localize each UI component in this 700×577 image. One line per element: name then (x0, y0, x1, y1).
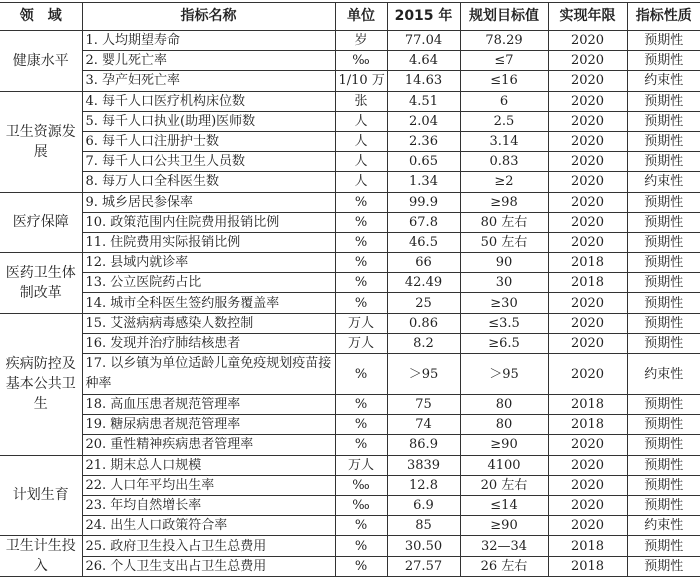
indicator-name-cell: 11. 住院费用实际报销比例 (82, 232, 335, 252)
table-row (0, 51, 700, 71)
domain-cell: 健康水平 (0, 31, 82, 92)
header-target: 规划目标值 (460, 3, 548, 31)
indicator-name-cell: 10. 政策范围内住院费用报销比例 (82, 212, 335, 232)
value-2015-cell: 85 (387, 516, 460, 536)
unit-cell: % (335, 253, 387, 273)
deadline-cell: 2020 (548, 313, 627, 333)
deadline-cell: 2018 (548, 273, 627, 293)
unit-cell: % (335, 192, 387, 212)
nature-cell: 预期性 (627, 313, 700, 333)
table-row (0, 71, 700, 91)
nature-cell: 预期性 (627, 152, 700, 172)
header-unit: 单位 (335, 3, 387, 31)
deadline-cell: 2020 (548, 31, 627, 51)
deadline-cell: 2020 (548, 495, 627, 515)
indicator-name-cell: 12. 县域内就诊率 (82, 253, 335, 273)
nature-cell: 预期性 (627, 435, 700, 455)
deadline-cell: 2020 (548, 333, 627, 353)
value-2015-cell: ＞95 (387, 354, 460, 395)
deadline-cell: 2020 (548, 455, 627, 475)
table-row (0, 152, 700, 172)
nature-cell: 预期性 (627, 192, 700, 212)
unit-cell: % (335, 516, 387, 536)
nature-cell: 预期性 (627, 131, 700, 151)
deadline-cell: 2018 (548, 415, 627, 435)
unit-cell: 人 (335, 152, 387, 172)
unit-cell: % (335, 556, 387, 577)
target-value-cell: 30 (460, 273, 548, 293)
header-domain: 领 域 (0, 3, 82, 31)
indicator-name-cell: 23. 年均自然增长率 (82, 495, 335, 515)
value-2015-cell: 4.51 (387, 91, 460, 111)
unit-cell: % (335, 354, 387, 395)
value-2015-cell: 74 (387, 415, 460, 435)
table-row (0, 293, 700, 313)
value-2015-cell: 0.86 (387, 313, 460, 333)
nature-cell: 预期性 (627, 475, 700, 495)
header-2015: 2015 年 (387, 3, 460, 31)
table-row (0, 172, 700, 192)
unit-cell: % (335, 273, 387, 293)
deadline-cell: 2020 (548, 51, 627, 71)
indicator-name-cell: 14. 城市全科医生签约服务覆盖率 (82, 293, 335, 313)
table-row (0, 516, 700, 536)
nature-cell: 约束性 (627, 516, 700, 536)
indicator-name-cell: 2. 婴儿死亡率 (82, 51, 335, 71)
table-row (0, 313, 700, 333)
table-row (0, 556, 700, 577)
indicator-name-cell: 24. 出生人口政策符合率 (82, 516, 335, 536)
indicator-name-cell: 18. 高血压患者规范管理率 (82, 395, 335, 415)
domain-cell: 疾病防控及基本公共卫生 (0, 313, 82, 455)
header-deadline: 实现年限 (548, 3, 627, 31)
indicator-name-cell: 21. 期末总人口规模 (82, 455, 335, 475)
target-value-cell: ≥90 (460, 435, 548, 455)
table-row (0, 435, 700, 455)
nature-cell: 预期性 (627, 51, 700, 71)
unit-cell: % (335, 212, 387, 232)
nature-cell: 预期性 (627, 495, 700, 515)
target-value-cell: 0.83 (460, 152, 548, 172)
unit-cell: ‰ (335, 495, 387, 515)
nature-cell: 约束性 (627, 71, 700, 91)
value-2015-cell: 6.9 (387, 495, 460, 515)
deadline-cell: 2018 (548, 395, 627, 415)
table-row (0, 212, 700, 232)
nature-cell: 预期性 (627, 455, 700, 475)
table-body (0, 31, 700, 577)
target-value-cell: 2.5 (460, 111, 548, 131)
nature-cell: 预期性 (627, 111, 700, 131)
deadline-cell: 2018 (548, 556, 627, 577)
domain-cell: 卫生资源发展 (0, 91, 82, 192)
table-row (0, 415, 700, 435)
value-2015-cell: 99.9 (387, 192, 460, 212)
target-value-cell: 80 (460, 415, 548, 435)
indicator-name-cell: 15. 艾滋病病毒感染人数控制 (82, 313, 335, 333)
target-value-cell: ≤7 (460, 51, 548, 71)
table-row (0, 192, 700, 212)
table-row (0, 131, 700, 151)
indicator-name-cell: 20. 重性精神疾病患者管理率 (82, 435, 335, 455)
unit-cell: 1/10 万 (335, 71, 387, 91)
value-2015-cell: 2.04 (387, 111, 460, 131)
deadline-cell: 2020 (548, 111, 627, 131)
value-2015-cell: 30.50 (387, 536, 460, 557)
unit-cell: % (335, 435, 387, 455)
value-2015-cell: 12.8 (387, 475, 460, 495)
indicator-name-cell: 26. 个人卫生支出占卫生总费用 (82, 556, 335, 577)
value-2015-cell: 77.04 (387, 31, 460, 51)
table-row (0, 354, 700, 395)
deadline-cell: 2020 (548, 192, 627, 212)
target-value-cell: ≥98 (460, 192, 548, 212)
value-2015-cell: 66 (387, 253, 460, 273)
deadline-cell: 2020 (548, 435, 627, 455)
unit-cell: 万人 (335, 333, 387, 353)
target-value-cell: ≤3.5 (460, 313, 548, 333)
nature-cell: 预期性 (627, 91, 700, 111)
nature-cell: 预期性 (627, 556, 700, 577)
target-value-cell: ≥30 (460, 293, 548, 313)
unit-cell: % (335, 536, 387, 557)
target-value-cell: 78.29 (460, 31, 548, 51)
nature-cell: 预期性 (627, 395, 700, 415)
unit-cell: % (335, 293, 387, 313)
indicator-name-cell: 25. 政府卫生投入占卫生总费用 (82, 536, 335, 557)
target-value-cell: 80 左右 (460, 212, 548, 232)
target-value-cell: 50 左右 (460, 232, 548, 252)
indicator-name-cell: 3. 孕产妇死亡率 (82, 71, 335, 91)
target-value-cell: ≤16 (460, 71, 548, 91)
value-2015-cell: 2.36 (387, 131, 460, 151)
unit-cell: ‰ (335, 475, 387, 495)
nature-cell: 约束性 (627, 354, 700, 395)
unit-cell: % (335, 415, 387, 435)
nature-cell: 预期性 (627, 536, 700, 557)
table-row (0, 232, 700, 252)
table-row (0, 273, 700, 293)
table-row (0, 111, 700, 131)
domain-cell: 医药卫生体制改革 (0, 253, 82, 314)
table-row (0, 475, 700, 495)
deadline-cell: 2020 (548, 131, 627, 151)
indicator-name-cell: 9. 城乡居民参保率 (82, 192, 335, 212)
value-2015-cell: 75 (387, 395, 460, 415)
indicator-name-cell: 4. 每千人口医疗机构床位数 (82, 91, 335, 111)
table-row (0, 333, 700, 353)
target-value-cell: ≤14 (460, 495, 548, 515)
value-2015-cell: 46.5 (387, 232, 460, 252)
nature-cell: 预期性 (627, 333, 700, 353)
unit-cell: % (335, 232, 387, 252)
table-row (0, 455, 700, 475)
nature-cell: 预期性 (627, 273, 700, 293)
unit-cell: 万人 (335, 313, 387, 333)
deadline-cell: 2020 (548, 354, 627, 395)
target-value-cell: ≥90 (460, 516, 548, 536)
target-value-cell: 26 左右 (460, 556, 548, 577)
nature-cell: 预期性 (627, 293, 700, 313)
indicator-name-cell: 5. 每千人口执业(助理)医师数 (82, 111, 335, 131)
value-2015-cell: 42.49 (387, 273, 460, 293)
unit-cell: % (335, 395, 387, 415)
nature-cell: 预期性 (627, 415, 700, 435)
indicator-name-cell: 7. 每千人口公共卫生人员数 (82, 152, 335, 172)
indicator-name-cell: 6. 每千人口注册护士数 (82, 131, 335, 151)
unit-cell: 人 (335, 111, 387, 131)
deadline-cell: 2018 (548, 253, 627, 273)
table-row (0, 495, 700, 515)
value-2015-cell: 14.63 (387, 71, 460, 91)
nature-cell: 预期性 (627, 31, 700, 51)
deadline-cell: 2020 (548, 293, 627, 313)
table-row (0, 253, 700, 273)
indicator-table (0, 2, 700, 577)
deadline-cell: 2020 (548, 232, 627, 252)
value-2015-cell: 67.8 (387, 212, 460, 232)
indicator-name-cell: 17. 以乡镇为单位适龄儿童免疫规划疫苗接种率 (82, 354, 335, 395)
value-2015-cell: 1.34 (387, 172, 460, 192)
deadline-cell: 2020 (548, 212, 627, 232)
deadline-cell: 2020 (548, 516, 627, 536)
domain-cell: 卫生计生投入 (0, 536, 82, 577)
unit-cell: 万人 (335, 455, 387, 475)
target-value-cell: ＞95 (460, 354, 548, 395)
table-row (0, 536, 700, 557)
target-value-cell: ≥6.5 (460, 333, 548, 353)
target-value-cell: 4100 (460, 455, 548, 475)
value-2015-cell: 0.65 (387, 152, 460, 172)
unit-cell: ‰ (335, 51, 387, 71)
table-header-row (0, 3, 700, 31)
target-value-cell: 6 (460, 91, 548, 111)
value-2015-cell: 27.57 (387, 556, 460, 577)
deadline-cell: 2020 (548, 152, 627, 172)
indicator-name-cell: 22. 人口年平均出生率 (82, 475, 335, 495)
indicator-name-cell: 16. 发现并治疗肺结核患者 (82, 333, 335, 353)
deadline-cell: 2020 (548, 91, 627, 111)
target-value-cell: 90 (460, 253, 548, 273)
domain-cell: 医疗保障 (0, 192, 82, 253)
indicator-name-cell: 8. 每万人口全科医生数 (82, 172, 335, 192)
unit-cell: 人 (335, 131, 387, 151)
indicator-name-cell: 13. 公立医院药占比 (82, 273, 335, 293)
indicator-name-cell: 1. 人均期望寿命 (82, 31, 335, 51)
deadline-cell: 2020 (548, 71, 627, 91)
unit-cell: 张 (335, 91, 387, 111)
target-value-cell: 3.14 (460, 131, 548, 151)
nature-cell: 预期性 (627, 212, 700, 232)
target-value-cell: 32—34 (460, 536, 548, 557)
table-row (0, 31, 700, 51)
header-nature: 指标性质 (627, 3, 700, 31)
domain-cell: 计划生育 (0, 455, 82, 536)
target-value-cell: 80 (460, 395, 548, 415)
value-2015-cell: 8.2 (387, 333, 460, 353)
target-value-cell: ≥2 (460, 172, 548, 192)
indicator-name-cell: 19. 糖尿病患者规范管理率 (82, 415, 335, 435)
deadline-cell: 2018 (548, 536, 627, 557)
deadline-cell: 2020 (548, 172, 627, 192)
unit-cell: 岁 (335, 31, 387, 51)
unit-cell: 人 (335, 172, 387, 192)
table-row (0, 91, 700, 111)
nature-cell: 预期性 (627, 232, 700, 252)
deadline-cell: 2020 (548, 475, 627, 495)
nature-cell: 约束性 (627, 172, 700, 192)
value-2015-cell: 3839 (387, 455, 460, 475)
nature-cell: 预期性 (627, 253, 700, 273)
value-2015-cell: 25 (387, 293, 460, 313)
value-2015-cell: 86.9 (387, 435, 460, 455)
value-2015-cell: 4.64 (387, 51, 460, 71)
target-value-cell: 20 左右 (460, 475, 548, 495)
table-row (0, 395, 700, 415)
header-indicator-name: 指标名称 (82, 3, 335, 31)
